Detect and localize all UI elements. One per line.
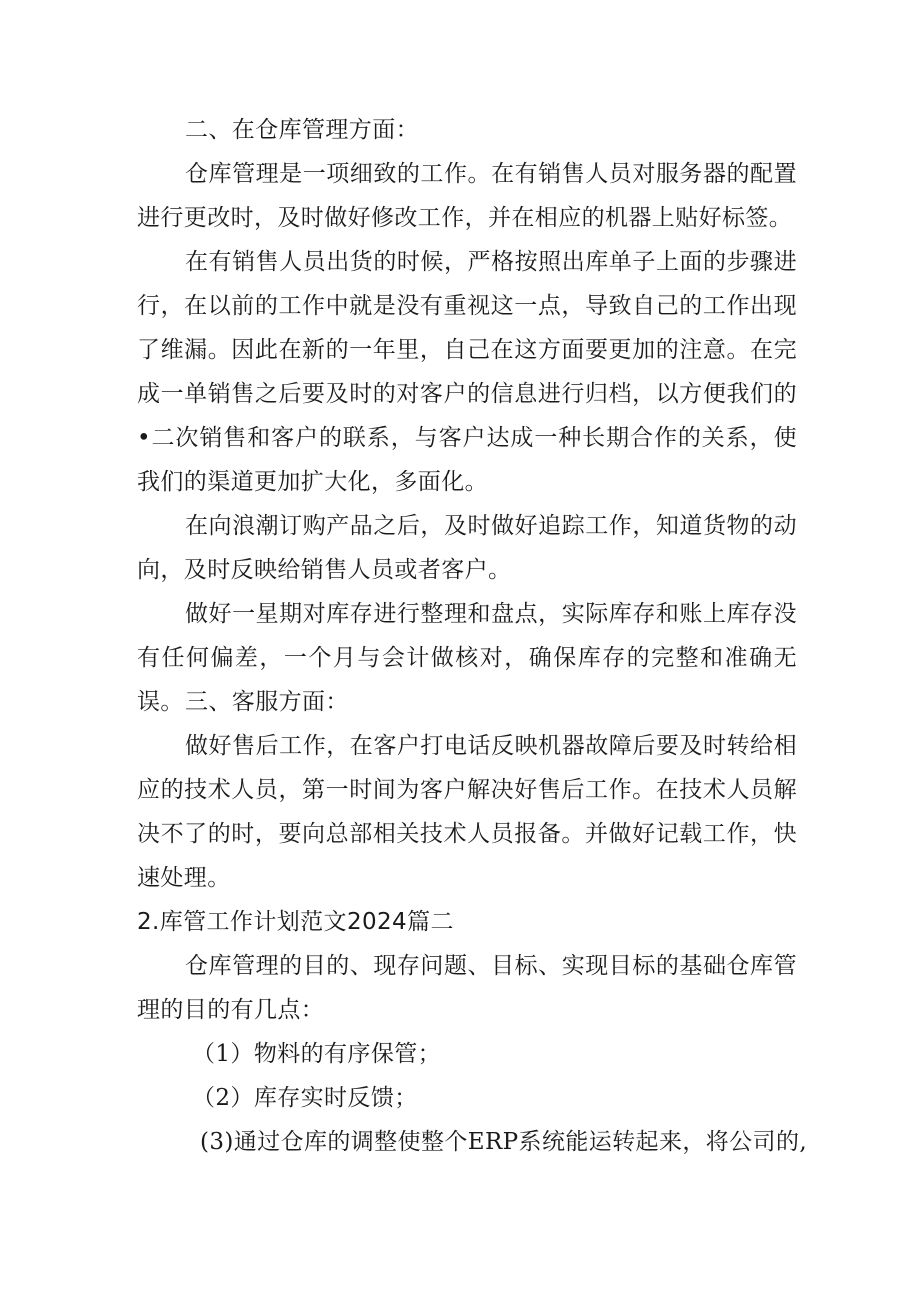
article-title: 2.库管工作计划范文2024篇二 xyxy=(137,909,454,935)
list-item: (3)通过仓库的调整使整个ERP系统能运转起来，将公司的, xyxy=(200,1129,808,1155)
paragraph-inventory-check: 做好一星期对库存进行整理和盘点，实际库存和账上库存没有任何偏差，一个月与会计做核对，确保库存的完整和准确无误。 xyxy=(137,601,797,715)
list-item: （1）物料的有序保管； xyxy=(192,1041,442,1067)
section-heading-customer-service: 三、客服方面： xyxy=(185,689,349,715)
paragraph-purpose: 仓库管理的目的、现存问题、目标、实现目标的基础仓库管理的目的有几点： xyxy=(137,953,797,1023)
paragraph-order-tracking: 在向浪潮订购产品之后，及时做好追踪工作，知道货物的动向，及时反映给销售人员或者客户。 xyxy=(137,513,797,583)
paragraph-shipping: 在有销售人员出货的时候，严格按照出库单子上面的步骤进行，在以前的工作中就是没有重视这一点，导致自己的工作出现了维漏。因此在新的一年里，自己在这方面要更加的注意。在完成一单销售之后要及时的对客户的信息进行归档，以方便我们的•二次销售和客户的联系，与客户达成一种长期合作的关系，使我们的渠道更加扩大化，多面化。 xyxy=(137,249,797,495)
paragraph-after-sales: 做好售后工作，在客户打电话反映机器故障后要及时转给相应的技术人员，第一时间为客户解决好售后工作。在技术人员解决不了的时，要向总部相关技术人员报备。并做好记载工作，快速处理。 xyxy=(137,733,797,891)
paragraph-warehouse-config: 仓库管理是一项细致的工作。在有销售人员对服务器的配置进行更改时，及时做好修改工作，并在相应的机器上贴好标签。 xyxy=(137,161,797,231)
section-heading-warehouse: 二、在仓库管理方面： xyxy=(185,117,419,143)
list-item: （2）库存实时反馈； xyxy=(192,1085,418,1111)
